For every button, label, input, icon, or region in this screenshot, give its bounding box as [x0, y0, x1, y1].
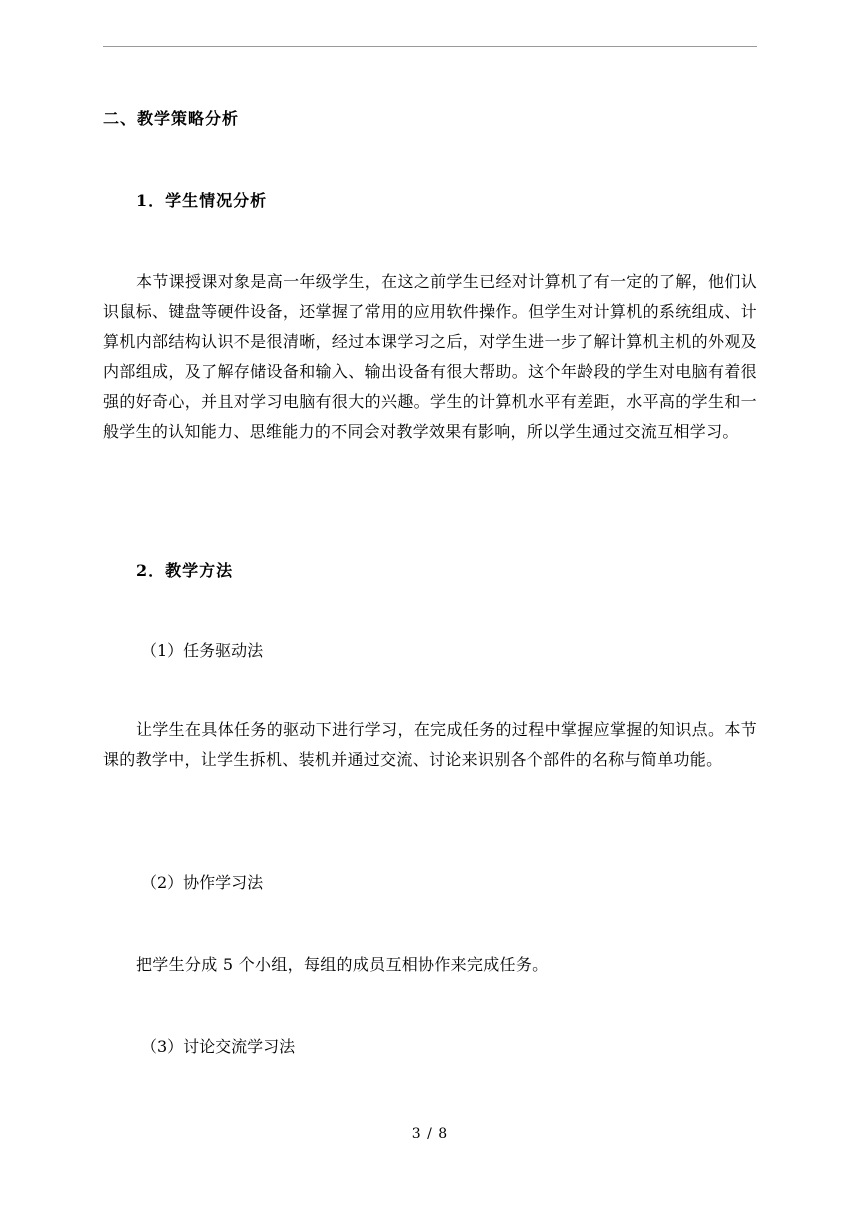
header-rule	[103, 46, 757, 47]
subsection-title-student-analysis: 1．学生情况分析	[136, 191, 268, 210]
method-title-task-driven: （1）任务驱动法	[141, 641, 264, 660]
subsection-title-teaching-methods: 2．教学方法	[136, 561, 234, 580]
paragraph-task-driven: 让学生在具体任务的驱动下进行学习，在完成任务的过程中掌握应掌握的知识点。本节课的教学中，让学生拆机、装机并通过交流、讨论来识别各个部件的名称与简单功能。	[103, 720, 757, 769]
paragraph-student-analysis: 本节课授课对象是高一年级学生，在这之前学生已经对计算机了有一定的了解，他们认识鼠标、键盘等硬件设备，还掌握了常用的应用软件操作。但学生对计算机的系统组成、计算机内部结构认识不是很清晰，经过本课学习之后，对学生进一步了解计算机主机的外观及内部组成，及了解存储设备和输入、输出设备有很大帮助。这个年龄段的学生对电脑有着很强的好奇心，并且对学习电脑有很大的兴趣。学生的计算机水平有差距，水平高的学生和一般学生的认知能力、思维能力的不同会对教学效果有影响，所以学生通过交流互相学习。	[103, 272, 757, 441]
method-title-collaborative: （2）协作学习法	[141, 873, 264, 892]
paragraph-collaborative: 把学生分成 5 个小组，每组的成员互相协作来完成任务。	[136, 955, 549, 974]
page-number: 3 / 8	[411, 1126, 449, 1142]
method-title-discussion: （3）讨论交流学习法	[141, 1037, 296, 1056]
section-title: 二、教学策略分析	[103, 109, 240, 128]
